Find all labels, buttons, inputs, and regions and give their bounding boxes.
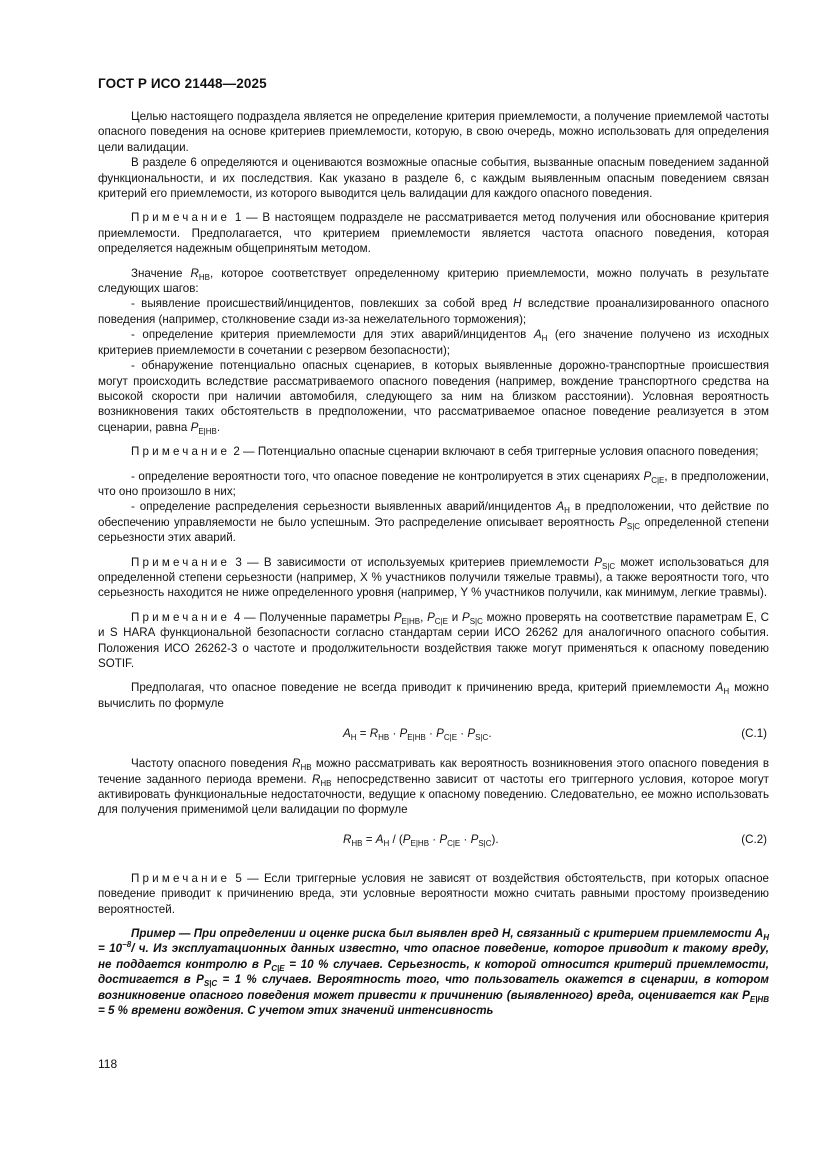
paragraph-rhb: Значение $R_{HB}$, которое соответствует определенному критерию приемлемости, можно получать в результате следующих шагов: bbox=[98, 266, 769, 296]
document-body bbox=[98, 109, 769, 1019]
equation-c2-formula: $R_{HB} = A_H / (P_{E|HB} \cdot P_{C|E} \cdot P_{S|C})$. bbox=[343, 832, 499, 848]
equation-c2-number: (C.2) bbox=[741, 832, 767, 846]
note-3: Примечание 3 — В зависимости от используемых критериев приемлемости $P_{S|C}$ может использоваться для определенной степени серьезности (например, X % участников получили тяжелые травмы), а также вероятности того, что серьезность находится не ниже определенного уровня (например, Y % участников получили, как минимум, легкие травмы). bbox=[98, 555, 769, 600]
list-item: - определение критерия приемлемости для этих аварий/инцидентов $A_H$ (его значение получено из исходных критериев приемлемости в сочетании с резервом безопасности); bbox=[98, 328, 769, 357]
document-header: ГОСТ Р ИСО 21448—2025 bbox=[98, 76, 267, 91]
list-item: - обнаружение потенциально опасных сценариев, в которых выявленные дорожно-транспортные происшествия могут происходить вследствие рассматриваемого опасного поведения (например, вождение транспортного средства на высокой скорости при наличии автомобиля, следующего за ним на близком расстоянии). Условная вероятность возникновения таких обстоятельств в предположении, что рассматриваемое опасное поведение реализуется в этом сценарии, равна $P_{E|HB}$. bbox=[98, 359, 769, 436]
list-item: - определение распределения серьезности выявленных аварий/инцидентов $A_H$ в предположении, что действие по обеспечению управляемости не было успешным. Это распределение описывает вероятность $P_{S|C}$ определенной степени серьезности этих аварий. bbox=[98, 500, 770, 545]
note-5: Примечание 5 — Если триггерные условия не зависят от воздействия обстоятельств, при которых опасное поведение приводит к причинению вреда, эти условные вероятности можно считать равными простому произведению вероятностей. bbox=[98, 871, 769, 916]
paragraph-section6: В разделе 6 определяются и оцениваются возможные опасные события, вызванные опасным поведением заданной функциональности, и их последствия. Как указано в разделе 6, с каждым выявленным опасным поведением связан критерий его приемлемости, из которого выводится цель валидации для каждого опасного поведения. bbox=[98, 156, 769, 201]
note-label: Примечание bbox=[131, 211, 231, 225]
note-4: Примечание 4 — Полученные параметры $P_{E|HB}$, $P_{C|E}$ и $P_{S|C}$ можно проверять на соответствие параметрам E, C и S HARA функциональной безопасности согласно стандартам серии ИСО 26262 для аналогичного опасного события. Положения ИСО 26262-3 о частоте и продолжительности воздействия также могут применяться к опасному поведению SOTIF. bbox=[98, 610, 769, 670]
equation-c1-formula: $A_H = R_{HB} \cdot P_{E|HB} \cdot P_{C|E} \cdot P_{S|C}$. bbox=[343, 727, 492, 743]
list-item: - определение вероятности того, что опасное поведение не контролируется в этих сценариях $P_{C|E}$, в предположении, что оно произошло в них; bbox=[98, 469, 769, 498]
list-item: - выявление происшествий/инцидентов, повлекших за собой вред H вследствие проанализированного опасного поведения (например, столкновение сзади из-за нежелательного торможения); bbox=[98, 297, 769, 326]
note-1: Примечание 1 — В настоящем подразделе не рассматривается метод получения или обоснование критерия приемлемости. Предполагается, что критерием приемлемости является частота опасного поведения, которая определяется надежным общепринятым методом. bbox=[98, 211, 769, 256]
paragraph-purpose: Целью настоящего подраздела является не определение критерия приемлемости, а получение приемлемой частоты опасного поведения на основе критериев приемлемости, которую, в свою очередь, можно использовать для определения цели валидации. bbox=[98, 110, 769, 154]
paragraph-rhb-frequency: Частоту опасного поведения $R_{HB}$ можно рассматривать как вероятность возникновения этого опасного поведения в течение заданного периода времени. $R_{HB}$ непосредственно зависит от частоты его триггерного условия, которое могут активировать функциональные недостаточности, ведущие к опасному поведению. Следовательно, ее можно использовать для получения применимой цели валидации по формуле bbox=[98, 757, 769, 817]
example: Пример — При определении и оценке риска был выявлен вред H, связанный с критерием приемлемости $A_H = 10^{-8}/$ ч. Из эксплуатационных данных известно, что опасное поведение, которое приводит к такому вреду, не поддается контролю в $P_{C|E} = 10$ % случаев. Серьезность, к которой относится критерий приемлемости, достигается в $P_{S|C} = 1$ % случаев. Вероятность того, что пользователь окажется в сценарии, в котором возникновение опасного поведения может привести к причинению (выявленного) вреда, оценивается как $P_{E|HB} = 5$ % времени вождения. С учетом этих значений интенсивность bbox=[98, 927, 770, 1018]
equation-c1 bbox=[98, 726, 769, 741]
note-2: Примечание 2 — Потенциально опасные сценарии включают в себя триггерные условия опасного поведения; bbox=[131, 445, 759, 459]
page-number: 118 bbox=[98, 1057, 118, 1071]
equation-c2 bbox=[98, 832, 769, 847]
equation-c1-number: (C.1) bbox=[741, 727, 767, 741]
paragraph-formula-intro: Предполагая, что опасное поведение не всегда приводит к причинению вреда, критерий приемлемости $A_H$ можно вычислить по формуле bbox=[98, 681, 769, 710]
